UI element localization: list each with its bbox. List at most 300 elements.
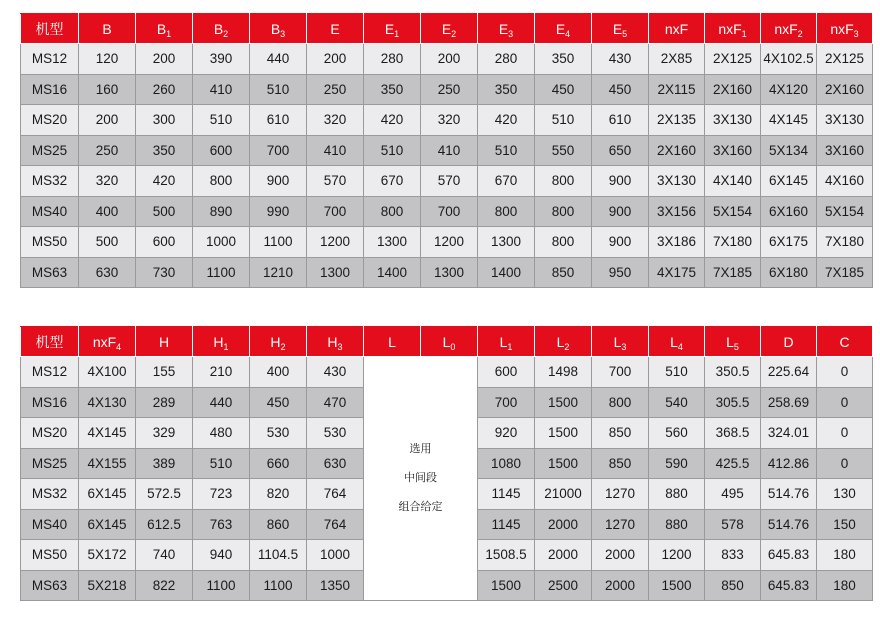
table-cell: 1500 (649, 570, 705, 601)
column-header-label: H (327, 333, 338, 350)
merged-note-cell (364, 357, 478, 601)
table-cell: 800 (535, 196, 592, 227)
column-header (761, 14, 817, 44)
table-row (21, 357, 873, 388)
column-header (79, 14, 136, 44)
table-cell: 430 (592, 44, 649, 75)
column-header (364, 327, 421, 357)
column-header (649, 14, 705, 44)
column-header (761, 327, 817, 357)
column-header-label: H (270, 333, 281, 350)
column-header-subscript: 1 (394, 28, 400, 39)
column-header-label: H (158, 333, 170, 350)
table-cell: 350.5 (705, 357, 761, 388)
table-cell: 1100 (250, 570, 307, 601)
table-cell: MS25 (21, 135, 79, 166)
column-header-subscript: 4 (677, 341, 683, 352)
table-cell: 180 (817, 570, 873, 601)
table-cell: 400 (79, 196, 136, 227)
column-header-label: B (270, 20, 281, 37)
table-cell: 1300 (307, 257, 364, 288)
table-cell: 1400 (364, 257, 421, 288)
table-cell: 2000 (535, 540, 592, 571)
table-cell: 1500 (478, 570, 535, 601)
table-cell: 200 (421, 44, 478, 75)
table-cell: 700 (478, 387, 535, 418)
table-cell: 324.01 (761, 418, 817, 449)
table-cell: 660 (250, 448, 307, 479)
table-cell: 280 (364, 44, 421, 75)
column-header-label: H (213, 333, 224, 350)
column-header-subscript: 2 (797, 28, 803, 39)
table-cell: 1500 (535, 448, 592, 479)
table-cell: 880 (649, 479, 705, 510)
column-header-label: L (499, 333, 508, 350)
table-cell: 1100 (250, 227, 307, 258)
table-cell: 763 (193, 509, 250, 540)
column-header-subscript: 2 (451, 28, 457, 39)
table-cell: 350 (136, 135, 193, 166)
table-cell: 1300 (478, 227, 535, 258)
table-cell: 200 (307, 44, 364, 75)
column-header-subscript: 3 (508, 28, 514, 39)
table-cell: 1080 (478, 448, 535, 479)
table-cell: 368.5 (705, 418, 761, 449)
table-cell: 250 (421, 74, 478, 105)
table-cell: 1200 (307, 227, 364, 258)
column-header (421, 327, 478, 357)
table-cell: 3X160 (705, 135, 761, 166)
table-cell: MS32 (21, 479, 79, 510)
table-cell: 650 (592, 135, 649, 166)
table-cell: 495 (705, 479, 761, 510)
table-cell: 470 (307, 387, 364, 418)
table-cell: 4X100 (79, 357, 136, 388)
table-cell: 1145 (478, 509, 535, 540)
column-header (705, 327, 761, 357)
table-cell: 700 (307, 196, 364, 227)
table-cell: 800 (364, 196, 421, 227)
table-cell: 860 (250, 509, 307, 540)
column-header (250, 14, 307, 44)
table-cell: 258.69 (761, 387, 817, 418)
column-header-label: L (670, 333, 678, 350)
table-cell: 723 (193, 479, 250, 510)
table-cell: 4X130 (79, 387, 136, 418)
note-line: 选用 (409, 443, 432, 455)
table-cell: 1200 (649, 540, 705, 571)
table-cell: 1500 (535, 387, 592, 418)
column-header (421, 14, 478, 44)
column-header-label: E (384, 20, 395, 37)
column-header (649, 327, 705, 357)
table-cell: 410 (307, 135, 364, 166)
column-header-label: L (556, 333, 565, 350)
table-cell: 850 (592, 418, 649, 449)
table-cell: 180 (817, 540, 873, 571)
table-cell: 210 (193, 357, 250, 388)
table-cell: 1350 (307, 570, 364, 601)
table-cell: 260 (136, 74, 193, 105)
table-cell: 3X130 (817, 105, 873, 136)
table-cell: 2X160 (817, 74, 873, 105)
table-row (21, 135, 873, 166)
table-cell: 420 (478, 105, 535, 136)
table-cell: 0 (817, 357, 873, 388)
table-cell: 21000 (535, 479, 592, 510)
table-cell: MS20 (21, 105, 79, 136)
table-cell: 150 (817, 509, 873, 540)
table-cell: 670 (478, 166, 535, 197)
table-cell: 700 (592, 357, 649, 388)
table-row (21, 44, 873, 75)
column-header-subscript: 1 (741, 28, 747, 39)
table-cell: 850 (535, 257, 592, 288)
column-header (79, 327, 136, 357)
table-cell: 510 (478, 135, 535, 166)
table-cell: 350 (478, 74, 535, 105)
table-cell: 900 (592, 166, 649, 197)
table-cell: 440 (250, 44, 307, 75)
table-cell: 3X156 (649, 196, 705, 227)
table-cell: MS25 (21, 448, 79, 479)
table-row (21, 196, 873, 227)
table-cell: 7X180 (705, 227, 761, 258)
column-header-label: L (442, 333, 451, 350)
table-cell: 1145 (478, 479, 535, 510)
table-cell: 200 (136, 44, 193, 75)
table-cell: 6X145 (79, 479, 136, 510)
table-cell: 160 (79, 74, 136, 105)
column-header-subscript: 4 (116, 341, 122, 352)
table-cell: 4X140 (705, 166, 761, 197)
table-cell: 3X160 (817, 135, 873, 166)
table-cell: 2X135 (649, 105, 705, 136)
table-cell: 1100 (193, 257, 250, 288)
table-cell: 6X145 (761, 166, 817, 197)
table-cell: MS50 (21, 227, 79, 258)
table-cell: 2500 (535, 570, 592, 601)
table-cell: 1300 (421, 257, 478, 288)
table-cell: 2X160 (705, 74, 761, 105)
table-cell: 950 (592, 257, 649, 288)
table-cell: 572.5 (136, 479, 193, 510)
table-cell: 480 (193, 418, 250, 449)
column-header-subscript: 3 (853, 28, 859, 39)
column-header-label: E (612, 20, 623, 37)
column-header-label: E (498, 20, 509, 37)
table-row (21, 74, 873, 105)
table-cell: 440 (193, 387, 250, 418)
table-cell: 1300 (364, 227, 421, 258)
table-cell: 550 (535, 135, 592, 166)
table-cell: 320 (421, 105, 478, 136)
table-cell: 2X125 (705, 44, 761, 75)
table-cell: 1270 (592, 479, 649, 510)
column-header (817, 327, 873, 357)
table-cell: 530 (250, 418, 307, 449)
table-cell: 540 (649, 387, 705, 418)
column-header (21, 327, 79, 357)
table-cell: 225.64 (761, 357, 817, 388)
table-cell: 645.83 (761, 570, 817, 601)
table-cell: 850 (592, 448, 649, 479)
note-line: 中间段 (404, 472, 437, 484)
table-cell: 320 (307, 105, 364, 136)
table-row (21, 227, 873, 258)
column-header (535, 327, 592, 357)
table-cell: 1200 (421, 227, 478, 258)
column-header-label: L (613, 333, 622, 350)
column-header-subscript: 2 (223, 28, 229, 39)
column-header (136, 14, 193, 44)
column-header (817, 14, 873, 44)
column-header (705, 14, 761, 44)
table-cell: 510 (535, 105, 592, 136)
table-cell: 900 (592, 196, 649, 227)
table-cell: 2X85 (649, 44, 705, 75)
table-cell: 700 (421, 196, 478, 227)
table-cell: 2000 (592, 540, 649, 571)
table-cell: 900 (592, 227, 649, 258)
column-header-subscript: 1 (507, 341, 513, 352)
column-header-label: D (783, 333, 794, 350)
table-cell: 6X180 (761, 257, 817, 288)
table-cell: 670 (364, 166, 421, 197)
column-header-label: B (213, 20, 224, 37)
column-header (193, 14, 250, 44)
table-cell: 3X186 (649, 227, 705, 258)
table-cell: 740 (136, 540, 193, 571)
column-header-subscript: 3 (621, 341, 627, 352)
table-cell: 289 (136, 387, 193, 418)
table-cell: 4X160 (817, 166, 873, 197)
table-cell: 300 (136, 105, 193, 136)
table-cell: 1270 (592, 509, 649, 540)
column-header-subscript: 2 (564, 341, 570, 352)
column-header-subscript: 5 (733, 341, 739, 352)
table-cell: 4X102.5 (761, 44, 817, 75)
column-header-label: B (156, 20, 167, 37)
table-cell: 1000 (193, 227, 250, 258)
table-cell: 530 (307, 418, 364, 449)
table-cell: 450 (592, 74, 649, 105)
table-cell: 3X130 (705, 105, 761, 136)
table-cell: 4X145 (761, 105, 817, 136)
column-header-subscript: 4 (565, 28, 571, 39)
table-cell: MS12 (21, 357, 79, 388)
table-cell: 6X160 (761, 196, 817, 227)
table-cell: 822 (136, 570, 193, 601)
column-header-label: nxF (92, 333, 117, 350)
column-header (136, 327, 193, 357)
table-cell: 730 (136, 257, 193, 288)
table-cell: 1104.5 (250, 540, 307, 571)
column-header-label: E (441, 20, 452, 37)
table-cell: 850 (705, 570, 761, 601)
column-header-subscript: 1 (223, 341, 229, 352)
table-cell: 305.5 (705, 387, 761, 418)
table-cell: 514.76 (761, 509, 817, 540)
header-row (21, 14, 873, 44)
table-cell: 6X145 (79, 509, 136, 540)
table-cell: 0 (817, 418, 873, 449)
table-cell: 800 (193, 166, 250, 197)
table-cell: 329 (136, 418, 193, 449)
column-header-label: C (839, 333, 850, 350)
table-cell: 390 (193, 44, 250, 75)
column-header (592, 14, 649, 44)
table-cell: MS63 (21, 570, 79, 601)
table-cell: 7X185 (817, 257, 873, 288)
column-header-subscript: 0 (450, 341, 456, 352)
table-cell: 320 (79, 166, 136, 197)
column-header-label: nxF (664, 20, 689, 37)
table-cell: 600 (136, 227, 193, 258)
dimensions-table-2 (20, 326, 873, 601)
column-header (307, 14, 364, 44)
table-cell: 4X155 (79, 448, 136, 479)
table-cell: 200 (79, 105, 136, 136)
table-cell: 5X154 (705, 196, 761, 227)
column-header (478, 327, 535, 357)
column-header-label: nxF (718, 20, 742, 37)
table-cell: 5X134 (761, 135, 817, 166)
table-cell: MS16 (21, 387, 79, 418)
table-cell: 600 (193, 135, 250, 166)
column-header (535, 14, 592, 44)
table-cell: 800 (535, 166, 592, 197)
table-cell: 510 (250, 74, 307, 105)
table-cell: 250 (307, 74, 364, 105)
table-cell: 510 (193, 448, 250, 479)
table-cell: 820 (250, 479, 307, 510)
table-row (21, 166, 873, 197)
table-cell: 600 (478, 357, 535, 388)
table-cell: 6X175 (761, 227, 817, 258)
table-cell: MS20 (21, 418, 79, 449)
table-cell: 400 (250, 357, 307, 388)
table-cell: 800 (535, 227, 592, 258)
table-cell: 612.5 (136, 509, 193, 540)
table-cell: 450 (535, 74, 592, 105)
table-cell: 764 (307, 479, 364, 510)
table-cell: 155 (136, 357, 193, 388)
table-cell: 514.76 (761, 479, 817, 510)
table-cell: 450 (250, 387, 307, 418)
table-cell: 120 (79, 44, 136, 75)
table-cell: 570 (307, 166, 364, 197)
column-header-label: L (726, 333, 734, 350)
table-cell: 578 (705, 509, 761, 540)
table-cell: 833 (705, 540, 761, 571)
column-header-subscript: 3 (280, 28, 286, 39)
table-cell: 510 (649, 357, 705, 388)
table-cell: 764 (307, 509, 364, 540)
table-cell: 420 (136, 166, 193, 197)
column-header (21, 14, 79, 44)
column-header-label: nxF (774, 20, 798, 37)
table-cell: 5X154 (817, 196, 873, 227)
table-cell: 350 (535, 44, 592, 75)
column-header-label: 机型 (35, 333, 64, 350)
table-cell: 630 (79, 257, 136, 288)
table-cell: 1210 (250, 257, 307, 288)
column-header-label: nxF (830, 20, 854, 37)
table-cell: 800 (592, 387, 649, 418)
table-cell: 130 (817, 479, 873, 510)
table-cell: 4X175 (649, 257, 705, 288)
table-cell: 800 (478, 196, 535, 227)
column-header-subscript: 1 (166, 28, 172, 39)
table-cell: 430 (307, 357, 364, 388)
table-cell: 4X120 (761, 74, 817, 105)
table-cell: 500 (79, 227, 136, 258)
table-cell: 4X145 (79, 418, 136, 449)
table-cell: 2X160 (649, 135, 705, 166)
table-cell: 630 (307, 448, 364, 479)
column-header-subscript: 3 (337, 341, 343, 352)
table-cell: 880 (649, 509, 705, 540)
table-cell: 610 (250, 105, 307, 136)
header-row (21, 327, 873, 357)
table-cell: 5X172 (79, 540, 136, 571)
table-cell: 280 (478, 44, 535, 75)
table-cell: 425.5 (705, 448, 761, 479)
table-cell: 412.86 (761, 448, 817, 479)
table-cell: 250 (79, 135, 136, 166)
table-cell: 0 (817, 448, 873, 479)
column-header-label: E (555, 20, 566, 37)
table-cell: 510 (364, 135, 421, 166)
table-cell: 3X130 (649, 166, 705, 197)
column-header-label: E (330, 20, 340, 37)
table-cell: 560 (649, 418, 705, 449)
table-cell: 500 (136, 196, 193, 227)
table-cell: 2X115 (649, 74, 705, 105)
column-header (478, 14, 535, 44)
table-cell: 2000 (592, 570, 649, 601)
table-cell: 1000 (307, 540, 364, 571)
table-cell: 1100 (193, 570, 250, 601)
table-cell: 510 (193, 105, 250, 136)
note-line: 组合给定 (398, 501, 443, 513)
column-header-label: 机型 (35, 20, 64, 37)
table-cell: MS50 (21, 540, 79, 571)
table-cell: 700 (250, 135, 307, 166)
dimensions-table-1 (20, 13, 873, 288)
column-header-label: L (388, 333, 396, 350)
table-cell: MS63 (21, 257, 79, 288)
table-cell: 410 (193, 74, 250, 105)
table-row (21, 105, 873, 136)
column-header-label: B (102, 20, 112, 37)
table-cell: 1500 (535, 418, 592, 449)
column-header (193, 327, 250, 357)
table-cell: 410 (421, 135, 478, 166)
column-header-subscript: 2 (280, 341, 286, 352)
table-cell: 7X180 (817, 227, 873, 258)
table-cell: 570 (421, 166, 478, 197)
column-header (307, 327, 364, 357)
table-cell: 1498 (535, 357, 592, 388)
table-cell: 920 (478, 418, 535, 449)
table-cell: MS40 (21, 509, 79, 540)
table-cell: 645.83 (761, 540, 817, 571)
table-cell: 900 (250, 166, 307, 197)
table-cell: 1508.5 (478, 540, 535, 571)
table-cell: 389 (136, 448, 193, 479)
